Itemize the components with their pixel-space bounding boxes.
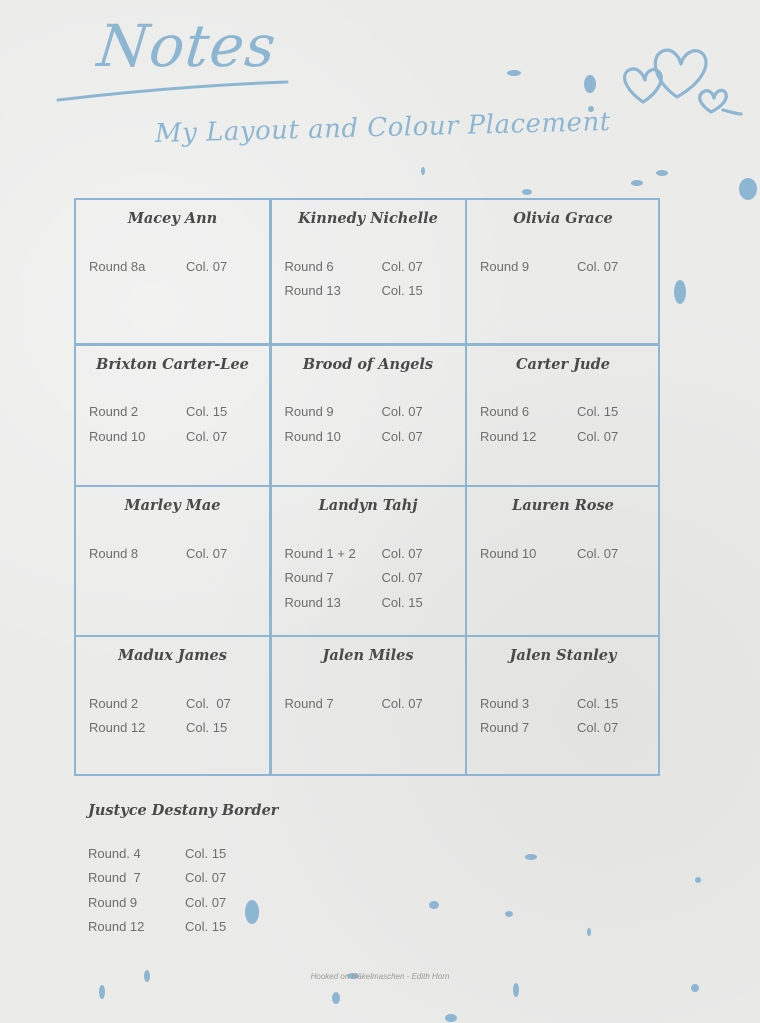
- hearts-doodle-icon: [615, 22, 745, 127]
- piece-rows: [480, 691, 653, 740]
- piece-row: [285, 400, 459, 425]
- border-row: [88, 866, 278, 891]
- piece-row: [285, 254, 459, 279]
- piece-cell: [272, 200, 465, 343]
- round-label: Round 7: [284, 695, 334, 711]
- piece-row: [480, 400, 653, 425]
- round-label: Round 7: [284, 570, 334, 586]
- piece-name: Landyn Tahj: [318, 497, 418, 514]
- piece-row: [285, 691, 459, 716]
- piece-rows: [89, 254, 263, 279]
- colour-label: Col. 15: [381, 283, 423, 299]
- piece-rows: [480, 254, 653, 279]
- colour-label: Col. 15: [186, 404, 228, 420]
- round-label: Round 1 + 2: [284, 545, 356, 561]
- piece-cell: [272, 346, 465, 485]
- round-label: Round 12: [480, 428, 537, 444]
- border-row: [88, 890, 278, 915]
- piece-row: [285, 424, 459, 449]
- colour-label: Col. 07: [577, 545, 619, 561]
- colour-label: Col. 07: [381, 695, 423, 711]
- round-label: Round. 4: [88, 845, 141, 861]
- piece-name: Macey Ann: [127, 210, 218, 227]
- piece-rows: [480, 400, 653, 449]
- piece-name: Marley Mae: [124, 497, 221, 514]
- piece-cell: [467, 200, 659, 343]
- colour-label: Col. 15: [185, 919, 227, 935]
- round-label: Round 2: [89, 695, 139, 711]
- piece-cell: [467, 346, 659, 485]
- piece-cell: [76, 637, 269, 776]
- border-row: [88, 841, 278, 866]
- piece-row: [89, 691, 263, 716]
- piece-row: [285, 566, 459, 591]
- colour-label: Col. 07: [186, 258, 228, 274]
- colour-label: Col. 07: [577, 720, 619, 736]
- round-label: Round 7: [88, 870, 141, 886]
- round-label: Round 9: [88, 894, 138, 910]
- piece-row: [89, 400, 263, 425]
- colour-label: Col. 07: [185, 870, 227, 886]
- border-section: [88, 802, 278, 939]
- round-label: Round 10: [284, 428, 341, 444]
- colour-label: Col. 07: [381, 258, 423, 274]
- round-label: Round 9: [480, 258, 530, 274]
- layout-grid: [74, 198, 660, 776]
- colour-label: Col. 07: [381, 428, 423, 444]
- piece-name: Madux James: [118, 647, 227, 664]
- piece-name: Brood of Angels: [302, 355, 434, 373]
- piece-rows: [285, 691, 459, 716]
- footer-credit: Hooked on Häkelmaschen - Edith Horn: [310, 972, 450, 981]
- piece-row: [480, 716, 653, 741]
- piece-name: Kinnedy Nichelle: [298, 210, 438, 227]
- piece-rows: [89, 400, 263, 449]
- round-label: Round 6: [480, 404, 530, 420]
- piece-cell: [272, 637, 465, 776]
- piece-name: Lauren Rose: [512, 497, 614, 514]
- piece-cell: [272, 487, 465, 635]
- piece-cell: [467, 637, 659, 776]
- round-label: Round 10: [480, 545, 537, 561]
- round-label: Round 13: [284, 283, 341, 299]
- colour-label: Col. 07: [381, 570, 423, 586]
- piece-row: [89, 716, 263, 741]
- piece-cell: [76, 487, 269, 635]
- piece-cell: [76, 200, 269, 343]
- title-underline: [55, 78, 295, 108]
- piece-row: [480, 691, 653, 716]
- round-label: Round 7: [480, 720, 530, 736]
- piece-rows: [285, 541, 459, 615]
- piece-row: [285, 590, 459, 615]
- round-label: Round 12: [88, 919, 145, 935]
- colour-label: Col. 15: [577, 404, 619, 420]
- colour-label: Col. 07: [381, 545, 423, 561]
- piece-row: [285, 279, 459, 304]
- colour-label: Col. 15: [185, 845, 227, 861]
- piece-rows: [285, 400, 459, 449]
- colour-label: Col. 15: [186, 720, 228, 736]
- colour-label: Col. 07: [186, 428, 228, 444]
- colour-label: Col. 07: [577, 428, 619, 444]
- piece-name: Jalen Miles: [322, 647, 414, 664]
- page-subtitle: My Layout and Colour Placement: [154, 107, 612, 149]
- piece-rows: [89, 541, 263, 566]
- border-row: [88, 915, 278, 940]
- round-label: Round 13: [284, 594, 341, 610]
- piece-name: Carter Jude: [516, 355, 610, 373]
- piece-row: [89, 424, 263, 449]
- piece-name: Brixton Carter-Lee: [96, 355, 249, 373]
- colour-label: Col. 07: [186, 545, 228, 561]
- round-label: Round 10: [89, 428, 146, 444]
- colour-label: Col. 15: [381, 594, 423, 610]
- border-name: Justyce Destany Border: [88, 802, 279, 819]
- piece-name: Jalen Stanley: [509, 647, 617, 664]
- colour-label: Col. 07: [577, 258, 619, 274]
- round-label: Round 12: [89, 720, 146, 736]
- round-label: Round 6: [284, 258, 334, 274]
- piece-rows: [480, 541, 653, 566]
- piece-row: [480, 424, 653, 449]
- piece-row: [89, 254, 263, 279]
- colour-label: Col. 07: [186, 695, 231, 711]
- round-label: Round 9: [284, 404, 334, 420]
- round-label: Round 8: [89, 545, 139, 561]
- piece-name: Olivia Grace: [513, 210, 613, 227]
- round-label: Round 2: [89, 404, 139, 420]
- piece-row: [480, 541, 653, 566]
- round-label: Round 8a: [89, 258, 146, 274]
- piece-rows: [89, 691, 263, 740]
- piece-rows: [285, 254, 459, 303]
- piece-cell: [467, 487, 659, 635]
- colour-label: Col. 07: [381, 404, 423, 420]
- piece-row: [285, 541, 459, 566]
- piece-row: [480, 254, 653, 279]
- round-label: Round 3: [480, 695, 530, 711]
- border-rows: [88, 841, 278, 939]
- colour-label: Col. 07: [185, 894, 227, 910]
- colour-label: Col. 15: [577, 695, 619, 711]
- notes-title: Notes: [94, 12, 280, 80]
- piece-cell: [76, 346, 269, 485]
- piece-row: [89, 541, 263, 566]
